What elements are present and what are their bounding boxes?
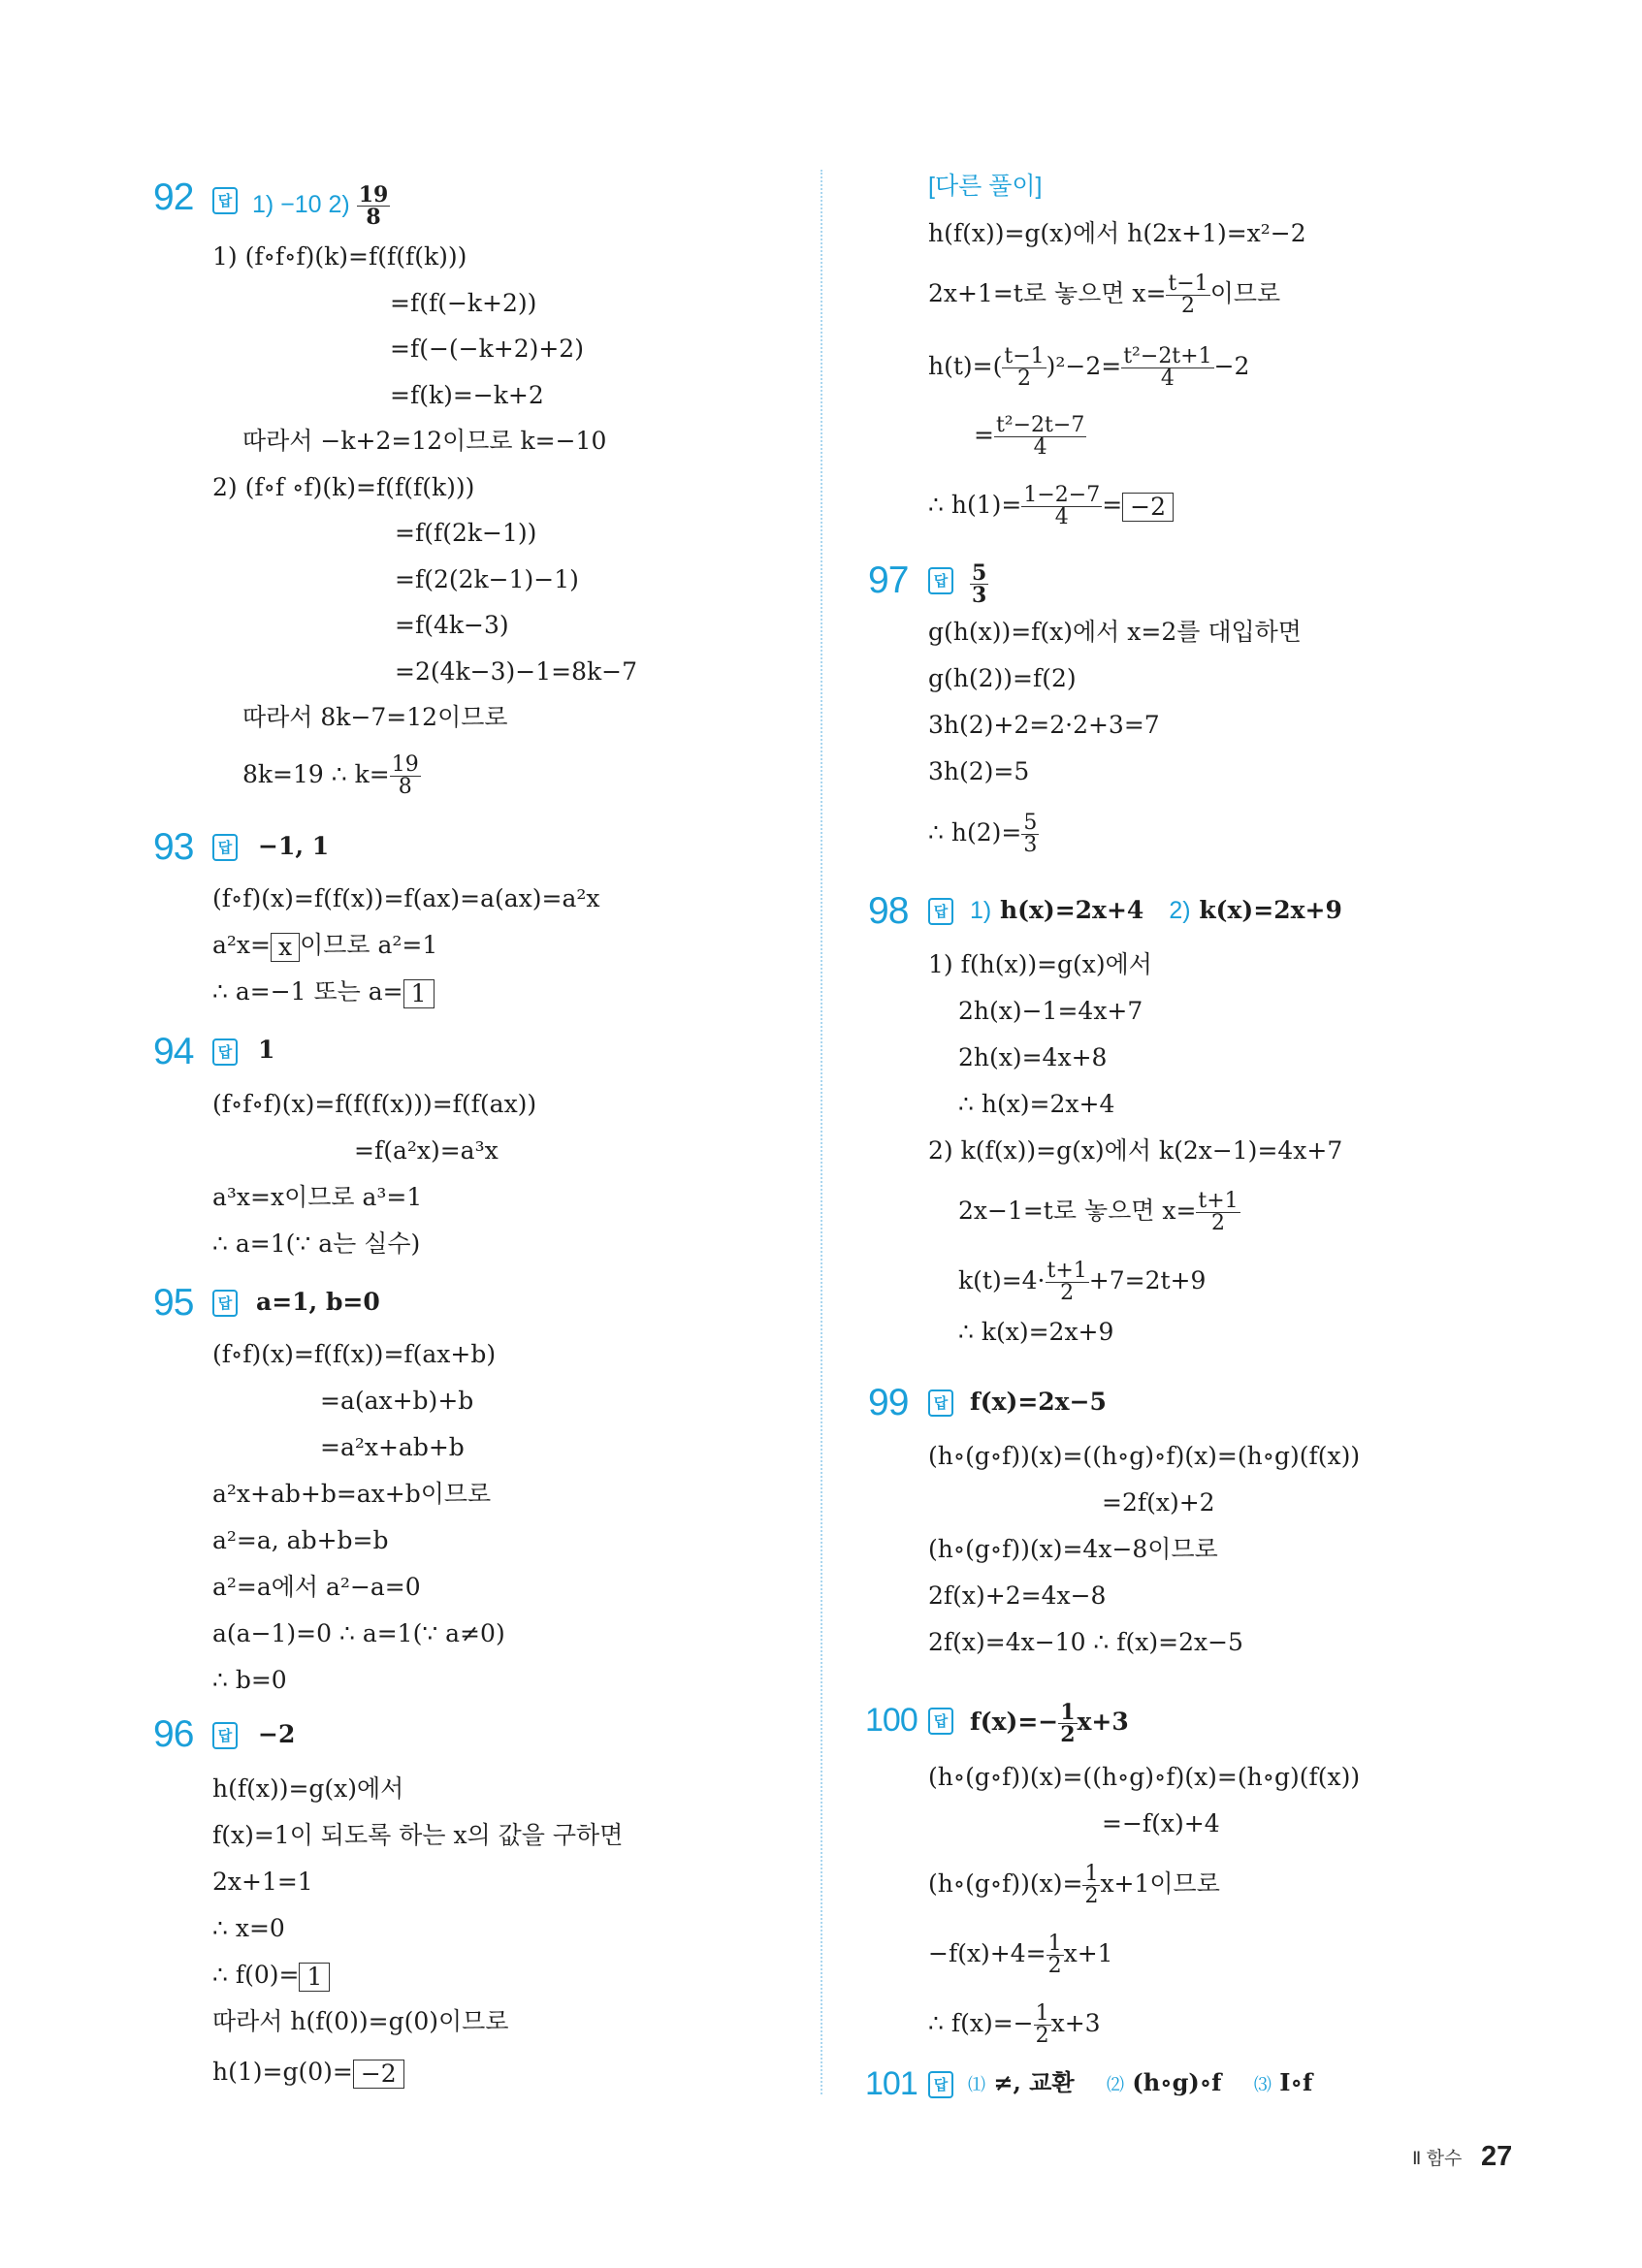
solution-line: ∴ x=0 bbox=[212, 1914, 285, 1942]
solution-line: a(a−1)=0 ∴ a=1(∵ a≠0) bbox=[212, 1619, 505, 1647]
solution-line: 2f(x)=4x−10 ∴ f(x)=2x−5 bbox=[928, 1628, 1243, 1656]
solution-line: h(f(x))=g(x)에서 bbox=[212, 1774, 404, 1803]
answer-box: 1 bbox=[299, 1963, 330, 1992]
solution-line: ∴ a=−1 또는 a= 1 bbox=[212, 977, 435, 1008]
solution-line: 1) f(h(x))=g(x)에서 bbox=[928, 950, 1152, 978]
solution-line: (h∘(g∘f))(x)=((h∘g)∘f)(x)=(h∘g)(f(x)) bbox=[928, 1763, 1361, 1791]
solution-line: 3h(2)+2=2·2+3=7 bbox=[928, 711, 1160, 739]
solution-line: =a(ax+b)+b bbox=[320, 1387, 474, 1415]
problem-number-93: 93 bbox=[153, 826, 194, 868]
solution-line: = $\frac{\text{t²−2t−7}}{4}$ bbox=[974, 413, 1085, 460]
solution-line: =2(4k−3)−1=8k−7 bbox=[395, 657, 637, 686]
solution-line: =2f(x)+2 bbox=[1102, 1488, 1215, 1517]
solution-line: 3h(2)=5 bbox=[928, 757, 1030, 785]
solution-line: h(1)=g(0)= −2 bbox=[212, 2058, 404, 2089]
solution-line: a²x= x 이므로 a²=1 bbox=[212, 931, 438, 961]
solution-line: =f(f(−k+2)) bbox=[390, 289, 537, 317]
solution-line: g(h(2))=f(2) bbox=[928, 664, 1077, 692]
solution-line: =f(f(2k−1)) bbox=[395, 519, 537, 547]
answer-badge: 답 bbox=[928, 567, 953, 594]
solution-line: ∴ k(x)=2x+9 bbox=[958, 1318, 1114, 1346]
solution-line: ∴ f(x)=− $\frac{1}{2}$ x+3 bbox=[928, 2001, 1101, 2048]
problem-number-98: 98 bbox=[868, 890, 909, 932]
answer-box: x bbox=[271, 933, 300, 962]
answer-badge: 답 bbox=[212, 1290, 238, 1317]
answer-box: 1 bbox=[403, 979, 435, 1008]
solution-line: h(t)=( $\frac{t-1}{2}$ )²−2= $\frac{\text{t²−2t+1}}{4}$ −2 bbox=[928, 344, 1250, 391]
solution-line: g(h(x))=f(x)에서 x=2를 대입하면 bbox=[928, 618, 1302, 646]
problem-number-92: 92 bbox=[153, 176, 194, 218]
problem-number-96: 96 bbox=[153, 1713, 194, 1755]
solution-line: 2x−1=t로 놓으면 x= $\frac{t+1}{2}$ bbox=[958, 1189, 1239, 1235]
solution-line: 2h(x)−1=4x+7 bbox=[958, 997, 1143, 1025]
answer-101: ⑴ ≠, 교환 ⑵ (h∘g)∘f ⑶ I∘f bbox=[968, 2068, 1313, 2096]
solution-line: (h∘(g∘f))(x)=4x−8이므로 bbox=[928, 1535, 1218, 1563]
solution-line: 따라서 h(f(0))=g(0)이므로 bbox=[212, 2007, 509, 2035]
page-number: 27 bbox=[1481, 2141, 1513, 2172]
section-label: Ⅱ 함수 bbox=[1412, 2149, 1463, 2169]
solution-line: 2) k(f(x))=g(x)에서 k(2x−1)=4x+7 bbox=[928, 1136, 1343, 1165]
solution-line: h(f(x))=g(x)에서 h(2x+1)=x²−2 bbox=[928, 219, 1306, 247]
solution-line: ∴ f(0)= 1 bbox=[212, 1961, 330, 1992]
solution-line: (f∘f∘f)(x)=f(f(f(x)))=f(f(ax)) bbox=[212, 1090, 537, 1118]
solution-line: 1) (f∘f∘f)(k)=f(f(f(k))) bbox=[212, 242, 467, 271]
answer-96: −2 bbox=[258, 1720, 296, 1748]
answer-97: $\frac{5}{3}$ bbox=[972, 560, 987, 608]
answer-badge: 답 bbox=[212, 187, 238, 214]
solution-line: (h∘(g∘f))(x)=((h∘g)∘f)(x)=(h∘g)(f(x)) bbox=[928, 1442, 1361, 1470]
solution-line: 따라서 8k−7=12이므로 bbox=[242, 703, 508, 731]
solution-line: =f(a²x)=a³x bbox=[354, 1136, 499, 1165]
solution-line: ∴ h(2)= $\frac{5}{3}$ bbox=[928, 811, 1038, 857]
answer-box: −2 bbox=[1122, 493, 1174, 522]
problem-number-94: 94 bbox=[153, 1031, 194, 1072]
solution-line: (f∘f)(x)=f(f(x))=f(ax+b) bbox=[212, 1340, 497, 1368]
problem-number-97: 97 bbox=[868, 559, 909, 601]
problem-number-99: 99 bbox=[868, 1382, 909, 1423]
solution-line: 2) (f∘f ∘f)(k)=f(f(f(k))) bbox=[212, 473, 475, 501]
solution-line: 2x+1=1 bbox=[212, 1868, 313, 1896]
solution-line: a³x=x이므로 a³=1 bbox=[212, 1183, 423, 1211]
answer-93: −1, 1 bbox=[258, 832, 330, 860]
answer-99: f(x)=2x−5 bbox=[970, 1388, 1107, 1416]
answer-badge: 답 bbox=[212, 1722, 238, 1749]
solution-line: =a²x+ab+b bbox=[320, 1433, 465, 1461]
solution-line: a²=a, ab+b=b bbox=[212, 1526, 389, 1554]
solution-line: ∴ b=0 bbox=[212, 1666, 287, 1694]
solution-line: a²x+ab+b=ax+b이므로 bbox=[212, 1480, 492, 1508]
answer-box: −2 bbox=[353, 2060, 404, 2089]
solution-line: 8k=19 ∴ k= $\frac{19}{8}$ bbox=[242, 752, 419, 799]
solution-line: =f(k)=−k+2 bbox=[390, 381, 544, 409]
answer-badge: 답 bbox=[212, 834, 238, 861]
solution-line: 2f(x)+2=4x−8 bbox=[928, 1581, 1107, 1610]
solution-line: (h∘(g∘f))(x)= $\frac{1}{2}$ x+1이므로 bbox=[928, 1862, 1220, 1908]
answer-badge: 답 bbox=[928, 2071, 953, 2098]
solution-line: =f(2(2k−1)−1) bbox=[395, 565, 579, 593]
solution-line: ∴ a=1(∵ a는 실수) bbox=[212, 1230, 421, 1258]
solution-line: =f(4k−3) bbox=[395, 611, 509, 639]
solution-line: ∴ h(1)= $\frac{1-2-7}{4}$ = −2 bbox=[928, 485, 1174, 528]
answer-badge: 답 bbox=[928, 1390, 953, 1417]
solution-line: 따라서 −k+2=12이므로 k=−10 bbox=[242, 427, 607, 455]
alt-solution-title: [다른 풀이] bbox=[928, 173, 1043, 200]
solution-line: =−f(x)+4 bbox=[1102, 1809, 1220, 1837]
solution-line: (f∘f)(x)=f(f(x))=f(ax)=a(ax)=a²x bbox=[212, 884, 600, 912]
answer-badge: 답 bbox=[212, 1038, 238, 1066]
solution-line: −f(x)+4= $\frac{1}{2}$ x+1 bbox=[928, 1932, 1113, 1978]
problem-number-100: 100 bbox=[865, 1702, 918, 1739]
solution-line: ∴ h(x)=2x+4 bbox=[958, 1090, 1115, 1118]
answer-92: 1) −10 2) $\frac{19}{8}$ bbox=[252, 182, 389, 230]
answer-100: f(x)=− $\frac{1}{2}$ x+3 bbox=[970, 1700, 1129, 1747]
problem-number-101: 101 bbox=[865, 2065, 918, 2102]
solution-line: 2h(x)=4x+8 bbox=[958, 1043, 1108, 1071]
answer-badge: 답 bbox=[928, 1708, 953, 1735]
answer-98: 1) h(x)=2x+4 2) k(x)=2x+9 bbox=[970, 896, 1342, 924]
answer-badge: 답 bbox=[928, 898, 953, 925]
solution-line: f(x)=1이 되도록 하는 x의 값을 구하면 bbox=[212, 1821, 624, 1849]
solution-line: =f(−(−k+2)+2) bbox=[390, 335, 584, 363]
answer-95: a=1, b=0 bbox=[256, 1288, 380, 1316]
solution-line: 2x+1=t로 놓으면 x= $\frac{t-1}{2}$ 이므로 bbox=[928, 272, 1281, 318]
solution-line: a²=a에서 a²−a=0 bbox=[212, 1573, 421, 1601]
answer-94: 1 bbox=[258, 1036, 275, 1064]
solution-line: k(t)=4· $\frac{t+1}{2}$ +7=2t+9 bbox=[958, 1259, 1207, 1305]
right-column bbox=[821, 0, 1642, 2268]
problem-number-95: 95 bbox=[153, 1282, 194, 1324]
